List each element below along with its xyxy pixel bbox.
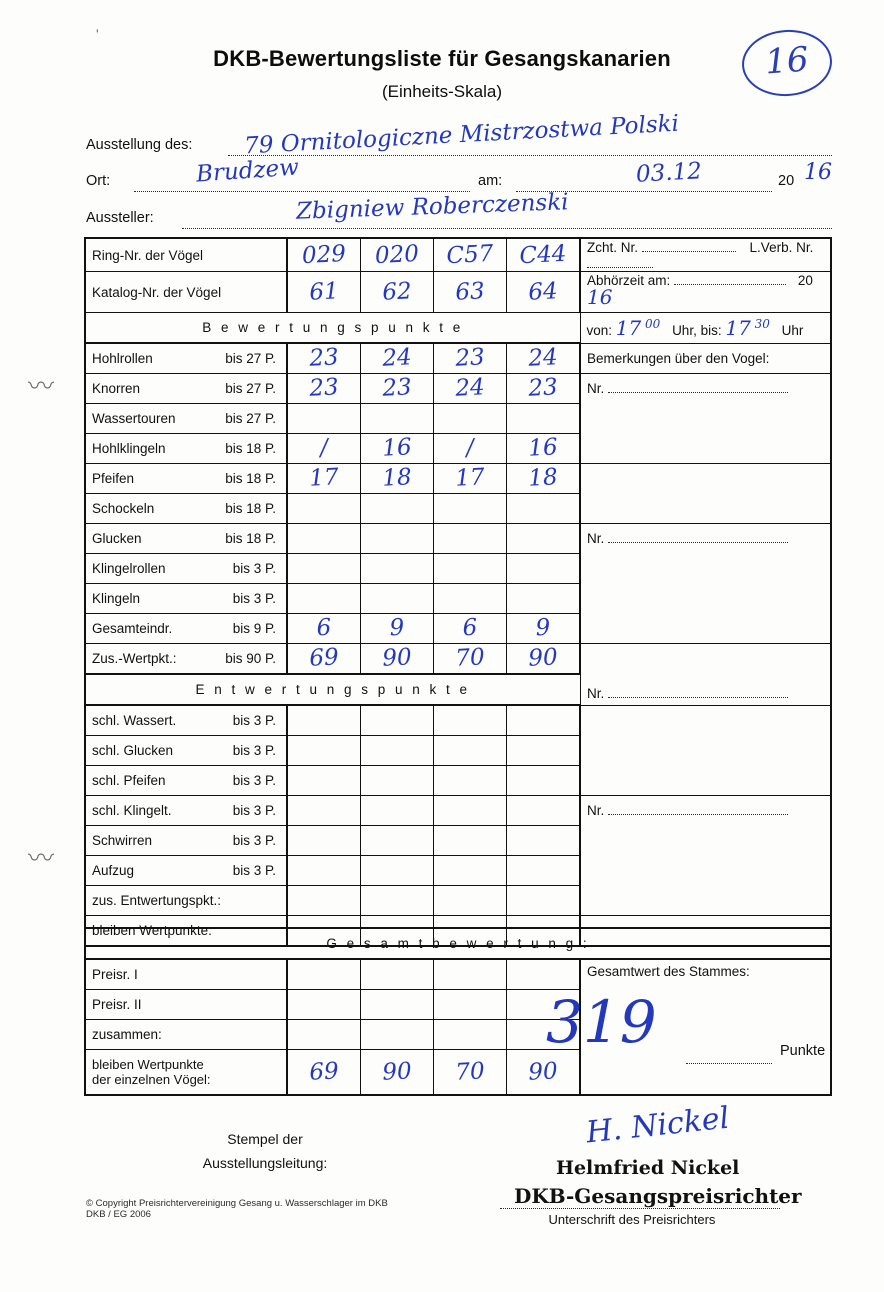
ring-cell-4[interactable]: C44 [507,238,581,272]
listening-time-field[interactable] [580,272,831,313]
nr-label: Nr. [587,381,605,396]
remarks-header: Bemerkungen über den Vogel: [580,343,831,374]
table-row-catalog [85,272,831,313]
nr-rule [608,802,788,815]
row-label-klingeln: Klingeln bis 3 P. [85,584,287,614]
row-label-hohlrollen: Hohlrollen bis 27 P. [85,343,287,374]
catalog-cell-2[interactable]: 62 [361,272,434,313]
score-cell[interactable] [361,404,434,434]
deduction-cell[interactable] [361,796,434,826]
stamp-label-2: Ausstellungsleitung: [202,1155,328,1171]
overall-cell[interactable] [361,1020,434,1050]
year-value: 16 [804,160,832,185]
table-row [85,374,831,404]
exhibitor-label: Aussteller: [86,210,154,226]
row-label-glucken: Glucken bis 18 P. [85,524,287,554]
deduction-cell[interactable] [287,886,361,916]
ring-label: Ring-Nr. der Vögel [85,238,287,272]
deduction-cell[interactable] [507,796,581,826]
score-cell[interactable] [361,554,434,584]
overall-cell[interactable] [434,959,507,990]
year-prefix: 20 [778,173,795,189]
catalog-label: Katalog-Nr. der Vögel [85,272,287,313]
row-label-zus-entwertungspkt: zus. Entwertungspkt.: [85,886,287,916]
remark-field-2[interactable] [580,524,831,644]
catalog-cell-1[interactable]: 61 [287,272,361,313]
exhibition-value: 79 Ornitologiczne Mistrzostwa Polski [243,110,680,160]
deduction-cell[interactable] [287,736,361,766]
score-cell[interactable] [507,404,581,434]
row-label-klingelrollen: Klingelrollen bis 3 P. [85,554,287,584]
overall-cell[interactable]: 69 [287,1050,361,1096]
score-cell[interactable] [434,404,507,434]
deduction-cell[interactable] [287,796,361,826]
row-label-gesamteindruck: Gesamteindr. bis 9 P. [85,614,287,644]
score-cell[interactable] [361,524,434,554]
signature-rule [500,1208,780,1209]
deduction-cell[interactable] [507,736,581,766]
scan-mark-2: 〰 [28,843,55,873]
from-label: von: [586,322,613,338]
listening-label: Abhörzeit am: [587,273,671,288]
score-cell[interactable] [507,584,581,614]
row-label-schockeln: Schockeln bis 18 P. [85,494,287,524]
score-cell[interactable]: 24 [434,374,507,404]
row-label-schl-wassertouren: schl. Wassert. bis 3 P. [85,705,287,736]
overall-cell[interactable] [361,959,434,990]
score-cell[interactable]: 24 [507,343,581,374]
row-label-zus-wertpunkte: Zus.-Wertpkt.: bis 90 P. [85,644,287,675]
nr-label: Nr. [587,685,605,701]
score-section-header: B e w e r t u n g s p u n k t e [85,313,580,344]
deduction-cell[interactable] [361,856,434,886]
score-cell[interactable]: 24 [361,343,434,374]
overall-cell[interactable] [287,1020,361,1050]
deduction-cell[interactable] [507,705,581,736]
stamp-label-1: Stempel der [227,1131,303,1147]
remark-field-3[interactable] [580,644,831,706]
overall-section-header: G e s a m t b e w e r t u n g : [85,928,831,959]
deduction-cell[interactable] [507,766,581,796]
row-label-zusammen: zusammen: [85,1020,287,1050]
deduction-cell[interactable] [361,766,434,796]
score-cell[interactable]: 6 [434,614,507,644]
deduction-cell[interactable] [507,826,581,856]
score-cell[interactable]: / [287,434,361,464]
table-row [85,959,831,990]
copyright-line-2: DKB / EG 2006 [86,1209,151,1220]
row-label-hohlklingeln: Hohlklingeln bis 18 P. [85,434,287,464]
score-cell[interactable] [287,404,361,434]
deduction-section-header: E n t w e r t u n g s p u n k t e [85,674,580,705]
deduction-cell[interactable] [287,826,361,856]
score-cell[interactable]: 69 [287,644,361,675]
sheet-number: 16 [740,27,834,99]
assoc-label: L.Verb. Nr. [749,240,814,255]
remark-field-4[interactable] [580,796,831,916]
row-label-schl-glucken: schl. Glucken bis 3 P. [85,736,287,766]
deduction-cell[interactable] [507,886,581,916]
score-cell[interactable] [507,524,581,554]
row-label-preisr-2: Preisr. II [85,990,287,1020]
ring-cell-2[interactable]: 020 [361,238,434,272]
deduction-cell[interactable] [361,826,434,856]
deduction-cell[interactable] [434,856,507,886]
copyright-icon: © [86,1198,93,1209]
listening-year: 16 [587,285,613,309]
score-cell[interactable] [361,494,434,524]
nr-label: Nr. [587,531,605,546]
date-label: am: [478,173,503,189]
page-subtitle: (Einheits-Skala) [382,82,502,101]
nr-label: Nr. [587,803,605,818]
score-cell[interactable]: 6 [287,614,361,644]
to-value: 17 [725,315,751,340]
table-row [85,796,831,826]
breeder-rule [642,239,736,252]
copyright-block [86,1198,388,1220]
place-label: Ort: [86,173,111,189]
deduction-cell[interactable] [434,766,507,796]
catalog-cell-3[interactable]: 63 [434,272,507,313]
remark-field-1[interactable] [580,374,831,464]
judge-role: DKB-Gesangspreisrichter [514,1184,802,1208]
exhibitor-rule [182,228,832,229]
row-label-wassertouren: Wassertouren bis 27 P. [85,404,287,434]
from-sup: 00 [645,316,661,331]
overall-cell[interactable] [287,959,361,990]
uhr-bis-label: Uhr, bis: [672,322,722,338]
score-cell[interactable] [287,524,361,554]
table-row [85,705,831,736]
row-label-pfeifen: Pfeifen bis 18 P. [85,464,287,494]
exhibitor-value: Zbigniew Roberczenski [295,189,569,225]
nr-rule [608,380,788,393]
score-cell[interactable]: 23 [287,374,361,404]
row-label-schwirren: Schwirren bis 3 P. [85,826,287,856]
listening-rule [674,272,786,285]
deduction-cell[interactable] [434,886,507,916]
total-label: Gesamtwert des Stammes: [587,964,750,979]
overall-cell[interactable] [507,959,581,990]
score-cell[interactable] [287,494,361,524]
score-cell[interactable]: 90 [507,644,581,675]
exhibition-label: Ausstellung des: [86,137,193,153]
score-cell[interactable] [434,554,507,584]
judge-name: Helmfried Nickel [556,1157,740,1179]
score-cell[interactable]: 18 [361,464,434,494]
score-cell[interactable]: 23 [361,374,434,404]
score-cell[interactable]: 16 [507,434,581,464]
uhr-label: Uhr [781,322,804,338]
table-row [85,644,831,675]
score-cell[interactable] [287,554,361,584]
copyright-line-1: Copyright Preisrichtervereinigung Gesang u. Wasserschlager im DKB [95,1198,388,1209]
table-row-overall-header [85,928,831,959]
date-value: 03.12 [635,158,703,188]
score-cell[interactable]: 70 [434,644,507,675]
row-label-bleiben-wertpunkte: bleiben Wertpunkte: [85,916,287,947]
ring-cell-3[interactable]: C57 [434,238,507,272]
score-cell[interactable]: 17 [434,464,507,494]
evaluation-table [84,237,832,947]
points-rule [686,1063,772,1064]
time-range-field[interactable] [580,313,831,344]
row-label-preisr-1: Preisr. I [85,959,287,990]
score-cell[interactable] [507,494,581,524]
deduction-cell[interactable] [287,705,361,736]
deduction-cell[interactable] [361,736,434,766]
from-value: 17 [615,315,642,340]
deduction-cell[interactable] [434,705,507,736]
overall-table [84,927,832,1096]
ring-cell-1[interactable]: 029 [287,238,361,272]
listening-year-prefix: 20 [797,273,813,288]
score-cell[interactable]: 23 [287,343,361,374]
judge-signature: H. Nickel [584,1100,731,1151]
signature-caption: Unterschrift des Preisrichters [548,1212,716,1227]
page-title: DKB-Bewertungsliste für Gesangskanarien [213,46,671,71]
score-cell[interactable] [434,494,507,524]
table-row [85,464,831,494]
overall-cell[interactable] [434,1020,507,1050]
deduction-cell[interactable] [287,856,361,886]
table-row-ring [85,238,831,272]
deduction-cell[interactable] [287,766,361,796]
place-value: Brudzew [195,154,300,188]
row-label-knorren: Knorren bis 27 P. [85,374,287,404]
score-cell[interactable] [287,584,361,614]
score-cell[interactable]: 16 [361,434,434,464]
overall-cell[interactable]: 90 [507,1050,581,1096]
overall-cell[interactable] [434,990,507,1020]
score-cell[interactable] [507,554,581,584]
score-cell[interactable]: 23 [507,374,581,404]
catalog-cell-4[interactable]: 64 [507,272,581,313]
deduction-cell[interactable] [434,826,507,856]
table-row [85,524,831,554]
score-cell[interactable]: / [434,434,507,464]
remark-spacer-2 [580,705,831,796]
score-cell[interactable]: 18 [507,464,581,494]
score-cell[interactable] [361,584,434,614]
row-label-schl-pfeifen: schl. Pfeifen bis 3 P. [85,766,287,796]
scan-mark-1: 〰 [28,371,55,401]
to-sup: 30 [754,316,770,331]
assoc-rule [587,255,653,268]
total-value: 319 [546,988,657,1056]
breeder-label: Zcht. Nr. [587,240,639,255]
table-row [85,343,831,374]
overall-cell[interactable] [287,990,361,1020]
score-cell[interactable]: 17 [287,464,361,494]
score-cell[interactable]: 23 [434,343,507,374]
deduction-cell[interactable] [507,856,581,886]
place-rule [134,191,470,192]
points-label: Punkte [780,1043,826,1059]
overall-cell[interactable] [361,990,434,1020]
overall-cell[interactable]: 70 [434,1050,507,1096]
remark-spacer-1 [580,464,831,524]
row-label-schl-klingeln: schl. Klingelt. bis 3 P. [85,796,287,826]
deduction-cell[interactable] [434,796,507,826]
scan-mark-3: ' [96,26,99,42]
deduction-cell[interactable] [361,705,434,736]
nr-rule [608,530,788,543]
table-row-score-header [85,313,831,344]
row-label-bleiben-einzel: bleiben Wertpunkte der einzelnen Vögel: [85,1050,287,1096]
deduction-cell[interactable] [434,736,507,766]
score-cell[interactable]: 9 [507,614,581,644]
score-cell[interactable] [434,524,507,554]
score-cell[interactable]: 90 [361,644,434,675]
score-cell[interactable]: 9 [361,614,434,644]
nr-rule [608,685,788,698]
overall-cell[interactable]: 90 [361,1050,434,1096]
row-label-aufzug: Aufzug bis 3 P. [85,856,287,886]
breeder-number-field[interactable] [580,238,831,272]
score-cell[interactable] [434,584,507,614]
deduction-cell[interactable] [361,886,434,916]
